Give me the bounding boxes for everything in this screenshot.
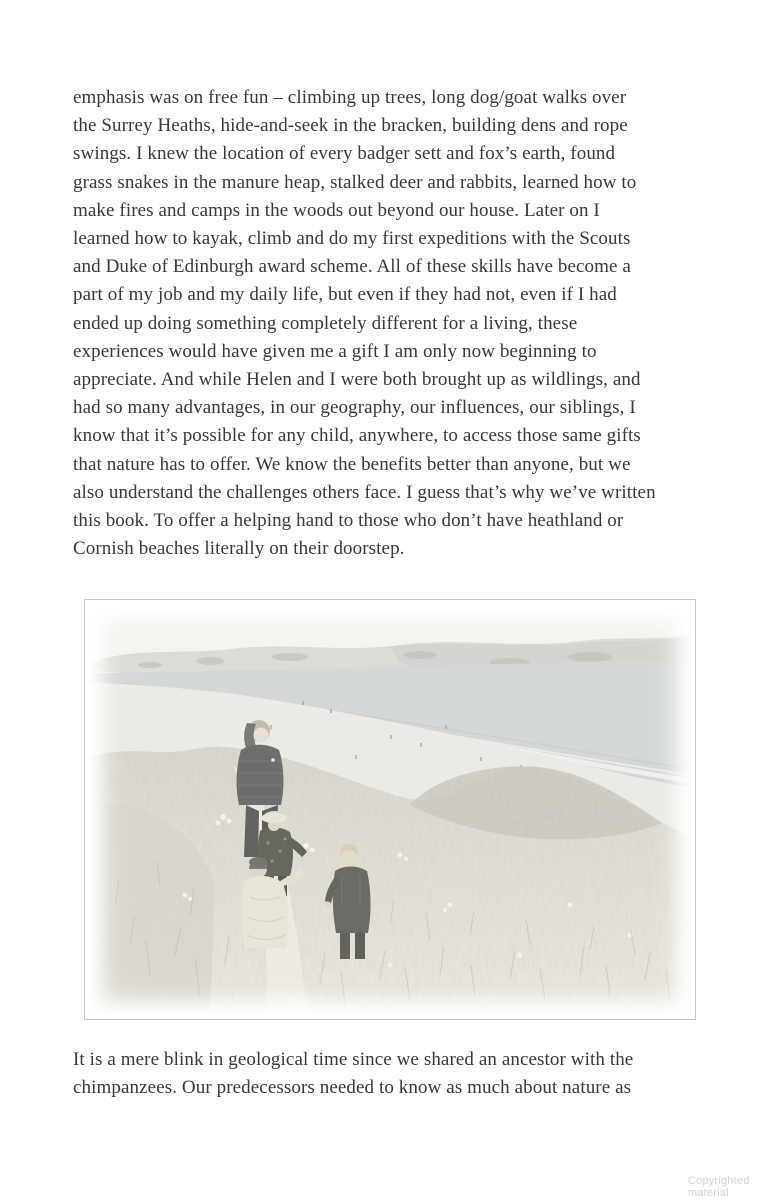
- text-line: It is a mere blink in geological time since we shared an ancestor with the: [73, 1049, 634, 1070]
- body-paragraph-2: [73, 1046, 733, 1102]
- text-line: experiences would have given me a gift I am only now beginning to: [73, 340, 597, 362]
- light-wash-overlay: [90, 605, 690, 1014]
- text-line: appreciate. And while Helen and I were both brought up as wildlings, and: [73, 369, 641, 391]
- text-line: that nature has to offer. We know the benefits better than anyone, but we: [73, 453, 631, 475]
- copyright-notice: Copyrighted material: [688, 1175, 750, 1199]
- text-line: chimpanzees. Our predecessors needed to know as much about nature as: [73, 1077, 632, 1099]
- photo-scene-drawing: [90, 605, 690, 1014]
- text-line: part of my job and my daily life, but even if they had not, even if I had: [73, 284, 617, 306]
- text-line: make fires and camps in the woods out beyond our house. Later on I: [73, 199, 600, 221]
- text-line: ended up doing something completely different for a living, these: [73, 312, 578, 334]
- text-line: had so many advantages, in our geography, our influences, our siblings, I: [73, 397, 636, 419]
- text-line: this book. To offer a helping hand to those who don’t have heathland or: [73, 510, 624, 532]
- text-line: know that it’s possible for any child, anywhere, to access those same gifts: [73, 425, 641, 447]
- photo-children-dune-beach: [84, 599, 696, 1020]
- text-line: also understand the challenges others face. I guess that’s why we’ve written: [73, 481, 656, 503]
- text-line: Cornish beaches literally on their doorstep.: [73, 538, 405, 560]
- text-line: emphasis was on free fun – climbing up trees, long dog/goat walks over: [73, 87, 627, 108]
- body-paragraph-1: [73, 84, 733, 563]
- text-line: learned how to kayak, climb and do my first expeditions with the Scouts: [73, 228, 631, 250]
- text-line: and Duke of Edinburgh award scheme. All of these skills have become a: [73, 256, 631, 278]
- text-line: the Surrey Heaths, hide-and-seek in the bracken, building dens and rope: [73, 115, 628, 137]
- text-line: grass snakes in the manure heap, stalked deer and rabbits, learned how to: [73, 171, 637, 193]
- text-line: swings. I knew the location of every badger sett and fox’s earth, found: [73, 143, 616, 165]
- photo-image: [90, 605, 690, 1014]
